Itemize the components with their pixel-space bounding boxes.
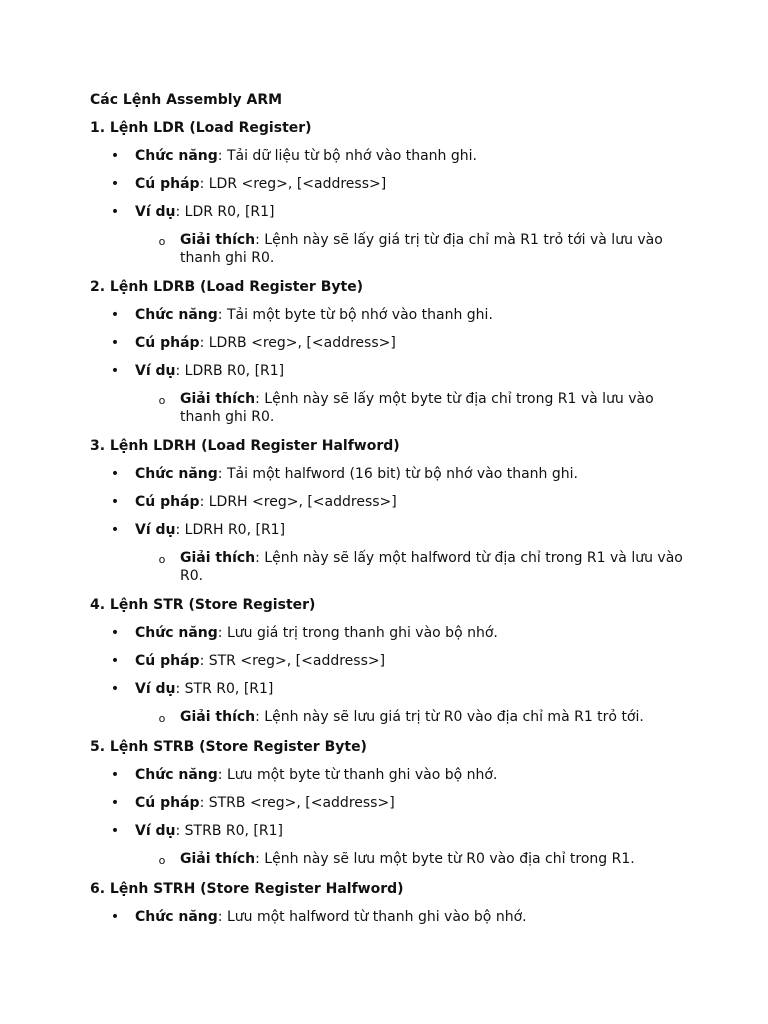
section-heading: 1. Lệnh LDR (Load Register) [90,120,312,136]
term-text: : LDRB R0, [R1] [175,363,285,379]
term-label: Chức năng [135,767,218,783]
circle-bullet-icon: o [158,553,166,566]
document-page [90,90,690,935]
list-item-example [90,679,690,707]
term-label: Chức năng [135,625,218,641]
term-text: : STRB R0, [R1] [175,823,283,839]
bullet-icon: • [110,625,120,641]
term-label: Chức năng [135,909,218,925]
list-item-function [90,765,690,793]
list-item-explanation [90,389,690,426]
circle-bullet-icon: o [158,712,166,725]
bullet-icon: • [110,204,120,220]
term-label: Ví dụ [135,823,176,839]
term-text: : LDRH <reg>, [<address>] [199,494,397,510]
term-label: Giải thích [180,232,256,248]
term-text: : Lệnh này sẽ lấy giá trị từ địa chỉ mà R1 trỏ tới và lưu vào thanh ghi R0. [180,232,663,266]
circle-bullet-icon: o [158,235,166,248]
term-label: Giải thích [180,851,256,867]
section-ldrh [90,436,690,585]
term-label: Ví dụ [135,522,176,538]
term-text: : Lưu một byte từ thanh ghi vào bộ nhớ. [217,767,498,783]
term-label: Cú pháp [135,176,200,192]
bullet-icon: • [110,466,120,482]
bullet-icon: • [110,767,120,783]
list-item-explanation [90,707,690,726]
list-item-syntax [90,333,690,361]
section-ldr [90,118,690,267]
term-label: Ví dụ [135,363,176,379]
term-text: : STR R0, [R1] [175,681,274,697]
section-ldrb [90,277,690,426]
document-title: Các Lệnh Assembly ARM [90,92,283,108]
bullet-icon: • [110,363,120,379]
circle-bullet-icon: o [158,854,166,867]
list-item-example [90,202,690,230]
bullet-list [90,305,690,389]
term-label: Giải thích [180,709,256,725]
list-item-syntax [90,793,690,821]
bullet-list [90,765,690,849]
bullet-list [90,146,690,230]
term-text: : STR <reg>, [<address>] [199,653,386,669]
bullet-icon: • [110,909,120,925]
bullet-list [90,464,690,548]
bullet-icon: • [110,681,120,697]
term-label: Cú pháp [135,335,200,351]
bullet-icon: • [110,176,120,192]
term-text: : Lệnh này sẽ lấy một halfword từ địa chỉ trong R1 và lưu vào R0. [180,550,683,584]
bullet-icon: • [110,823,120,839]
section-heading: 2. Lệnh LDRB (Load Register Byte) [90,279,364,295]
term-label: Cú pháp [135,653,200,669]
term-text: : Lệnh này sẽ lưu một byte từ R0 vào địa chỉ trong R1. [255,851,635,867]
term-text: : LDR R0, [R1] [175,204,275,220]
list-item-example [90,821,690,849]
bullet-icon: • [110,522,120,538]
list-item-syntax [90,492,690,520]
bullet-icon: • [110,335,120,351]
term-text: : Lệnh này sẽ lưu giá trị từ R0 vào địa chỉ mà R1 trỏ tới. [255,709,644,725]
section-strh [90,879,690,935]
list-item-example [90,520,690,548]
term-text: : LDR <reg>, [<address>] [199,176,387,192]
section-heading: 3. Lệnh LDRH (Load Register Halfword) [90,438,400,454]
list-item-syntax [90,174,690,202]
bullet-icon: • [110,653,120,669]
term-text: : LDRB <reg>, [<address>] [199,335,396,351]
list-item-function [90,623,690,651]
term-text: : Tải dữ liệu từ bộ nhớ vào thanh ghi. [217,148,477,164]
term-text: : Lệnh này sẽ lấy một byte từ địa chỉ trong R1 và lưu vào thanh ghi R0. [180,391,654,425]
term-label: Chức năng [135,307,218,323]
bullet-icon: • [110,148,120,164]
section-strb [90,737,690,868]
term-label: Giải thích [180,391,256,407]
circle-bullet-icon: o [158,394,166,407]
term-label: Ví dụ [135,681,176,697]
term-text: : STRB <reg>, [<address>] [199,795,395,811]
bullet-list [90,623,690,707]
term-label: Ví dụ [135,204,176,220]
list-item-function [90,305,690,333]
term-label: Chức năng [135,466,218,482]
list-item-explanation [90,849,690,868]
list-item-explanation [90,230,690,267]
list-item-function [90,907,690,935]
list-item-syntax [90,651,690,679]
section-heading: 4. Lệnh STR (Store Register) [90,597,316,613]
term-text: : Tải một byte từ bộ nhớ vào thanh ghi. [217,307,493,323]
term-label: Chức năng [135,148,218,164]
term-text: : Tải một halfword (16 bit) từ bộ nhớ vào thanh ghi. [217,466,578,482]
bullet-icon: • [110,307,120,323]
list-item-function [90,146,690,174]
bullet-list [90,907,690,935]
term-label: Giải thích [180,550,256,566]
term-label: Cú pháp [135,795,200,811]
section-str [90,595,690,726]
section-heading: 5. Lệnh STRB (Store Register Byte) [90,739,367,755]
list-item-example [90,361,690,389]
term-text: : LDRH R0, [R1] [175,522,286,538]
list-item-function [90,464,690,492]
bullet-icon: • [110,494,120,510]
list-item-explanation [90,548,690,585]
section-heading: 6. Lệnh STRH (Store Register Halfword) [90,881,404,897]
term-text: : Lưu giá trị trong thanh ghi vào bộ nhớ. [217,625,498,641]
term-label: Cú pháp [135,494,200,510]
bullet-icon: • [110,795,120,811]
term-text: : Lưu một halfword từ thanh ghi vào bộ nhớ. [217,909,527,925]
